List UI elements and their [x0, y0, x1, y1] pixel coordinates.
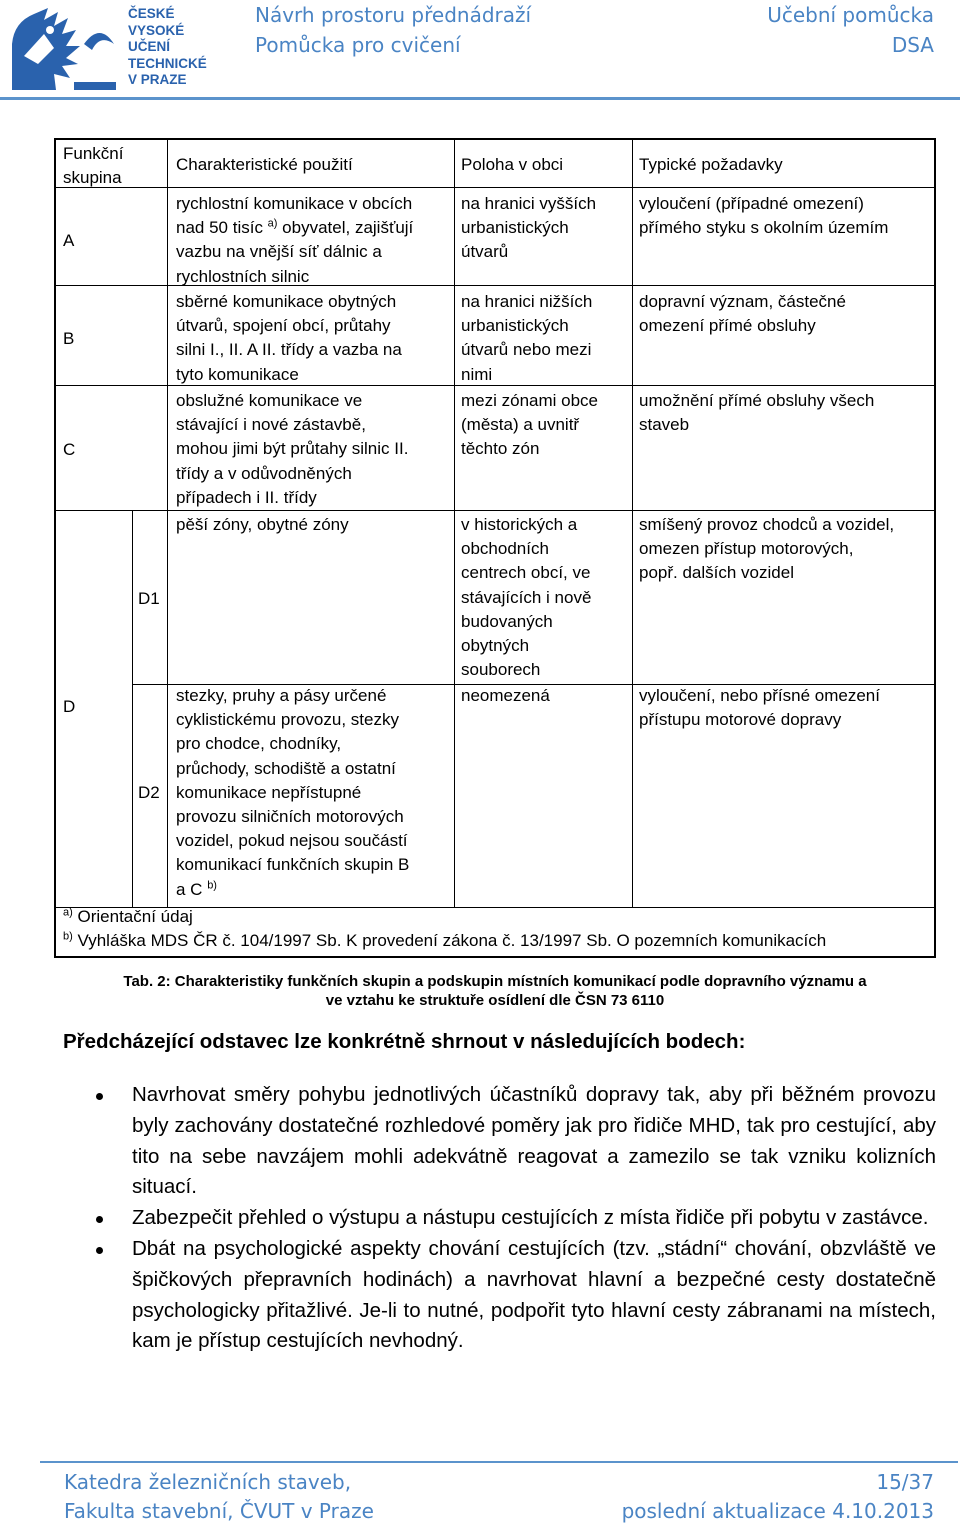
row-c-position: mezi zónami obce (města) a uvnitř těchto zón: [461, 391, 599, 459]
col-divider-use: [454, 140, 455, 907]
row-b-position: na hranici nižších urbanistických útvarů nebo mezi nimi: [461, 292, 593, 384]
group-b: B: [63, 329, 75, 348]
col-divider-position: [632, 140, 633, 907]
col-divider-subgroup: [132, 511, 133, 907]
row-a-use: rychlostní komunikace v obcích nad 50 tisíc $^{a)}$ obyvatel, zajišťují vazbu na vnější síť dálnic a rychlostních silnic: [176, 194, 414, 286]
row-d1-position: v historických a obchodních centrech obcí, ve stávajících i nově budovaných obytných souborech: [461, 515, 592, 680]
summary-heading: Předcházející odstavec lze konkrétně shrnout v následujících bodech:: [63, 1030, 746, 1053]
row-d1-use: pěší zóny, obytné zóny: [176, 515, 349, 534]
header-right-title: Učební pomůcka: [767, 3, 934, 27]
list-item: Zabezpečit přehled o výstupu a nástupu cestujících z místa řidiče při pobytu v zastávce.: [96, 1203, 936, 1234]
subgroup-d1: D1: [138, 589, 160, 608]
header-subtitle: Pomůcka pro cvičení: [255, 33, 461, 57]
bullet-icon: [96, 1093, 103, 1100]
header-right-subtitle: DSA: [891, 33, 934, 57]
row-c-requirements: umožnění přímé obsluhy všech staveb: [639, 391, 875, 435]
table-note-a: $^{a)}$ Orientační údaj: [63, 906, 193, 926]
row-c-use: obslužné komunikace ve stávající i nové zástavbě, mohou jimi být průtahy silnic II. třídy a v odůvodněných případech i II. třídy: [176, 391, 409, 507]
footer-divider: [40, 1461, 958, 1463]
page-number: 15/37: [876, 1470, 934, 1494]
row-d2-position: neomezená: [461, 686, 550, 705]
table-note-b: $^{b)}$ Vyhláška MDS ČR č. 104/1997 Sb. K provedení zákona č. 13/1997 Sb. O pozemních komunikacích: [63, 930, 827, 950]
row-a-requirements: vyloučení (případné omezení) přímého styku s okolním územím: [639, 194, 889, 238]
header-title: Návrh prostoru přednádraží: [255, 3, 532, 27]
group-c: C: [63, 440, 76, 459]
header-position: Poloha v obci: [461, 155, 564, 174]
row-d1-requirements: smíšený provoz chodců a vozidel, omezen přístup motorových, popř. dalších vozidel: [639, 515, 895, 583]
group-d: D: [63, 697, 76, 716]
col-divider-group: [167, 140, 168, 907]
group-a: A: [63, 231, 75, 250]
table-caption-line2: ve vztahu ke struktuře osídlení dle ČSN 73 6110: [325, 992, 665, 1009]
last-updated: poslední aktualizace 4.10.2013: [621, 1499, 934, 1523]
university-logo: [4, 4, 224, 94]
row-d2-use: stezky, pruhy a pásy určené cyklistickému provozu, stezky pro chodce, chodníky, průchody, schodiště a ostatní komunikace nepřístupné provozu silničních motorových vozidel, pokud nejsou součástí komunikací funkčních skupin B a C $^{b)}$: [176, 686, 410, 899]
bullet-icon: [96, 1216, 103, 1223]
bullet-icon: [96, 1247, 103, 1254]
list-item: Dbát na psychologické aspekty chování cestujících (tzv. „stádní“ chování, obzvláště ve špičkových přepravních hodinách) a navrhovat hlavní a bezpečné cesty dostatečně psychologicky přitažlivé. Je-li to nutné, podpořit tyto hlavní cesty zábranami na místech, kam je přístup cestujících nevhodný.: [96, 1234, 936, 1357]
logo-text: ČESKÉ VYSOKÉ UČENÍ TECHNICKÉ V PRAZE: [128, 6, 207, 87]
header-use: Charakteristické použití: [176, 155, 353, 174]
row-b-requirements: dopravní význam, částečné omezení přímé obsluhy: [639, 292, 846, 336]
footer-faculty: Fakulta stavební, ČVUT v Praze: [64, 1499, 374, 1523]
header-group: Funkční skupina: [63, 144, 124, 188]
bullet-list: [96, 1080, 936, 1357]
header-requirements: Typické požadavky: [639, 155, 783, 174]
row-d2-requirements: vyloučení, nebo přísné omezení přístupu motorové dopravy: [639, 686, 880, 730]
row-a-position: na hranici vyšších urbanistických útvarů: [461, 194, 597, 262]
footer-department: Katedra železničních staveb,: [64, 1470, 352, 1494]
row-divider-header: [56, 187, 934, 188]
row-b-use: sběrné komunikace obytných útvarů, spojení obcí, průtahy silni I., II. A II. třídy a vazba na tyto komunikace: [176, 292, 402, 384]
list-item: Navrhovat směry pohybu jednotlivých účastníků dopravy tak, aby při běžném provozu byly zachovány dostatečné rozhledové poměry jak pro řidiče MHD, tak pro cestující, aby tito na sebe navzájem mohli adekvátně reagovat a zamezilo se tak vzniku kolizních situací.: [96, 1080, 936, 1203]
subgroup-d2: D2: [138, 783, 160, 802]
header-divider: [0, 97, 960, 100]
functional-groups-table: [54, 138, 936, 958]
row-divider-c: [56, 510, 934, 511]
table-caption-line1: Tab. 2: Charakteristiky funkčních skupin a podskupin místních komunikací podle dopravního významu a: [123, 973, 867, 990]
